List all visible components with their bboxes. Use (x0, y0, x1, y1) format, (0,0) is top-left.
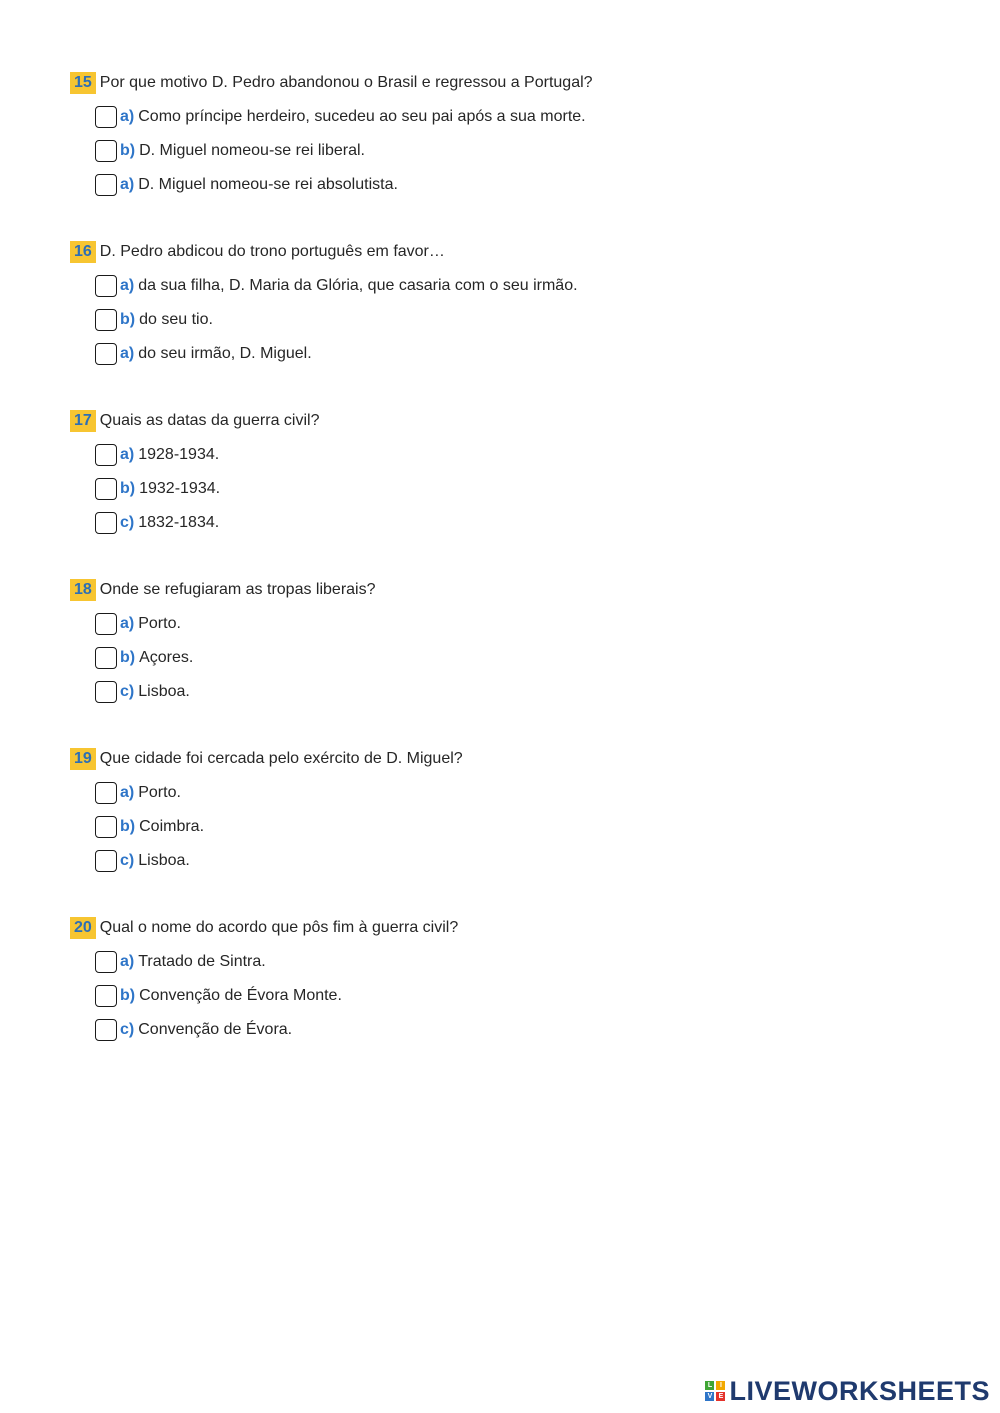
answer-checkbox[interactable] (95, 343, 117, 365)
option-text: Lisboa. (138, 852, 190, 869)
question-17 (70, 408, 930, 531)
option-b[interactable] (95, 984, 342, 1008)
answer-checkbox[interactable] (95, 140, 117, 162)
option-letter: b) (120, 987, 136, 1004)
question-16 (70, 239, 930, 362)
question-text: Qual o nome do acordo que pôs fim à guerra civil? (99, 919, 459, 936)
option-c[interactable] (95, 342, 312, 366)
answer-checkbox[interactable] (95, 613, 117, 635)
question-20 (70, 915, 930, 1038)
liveworksheets-logo (705, 1376, 990, 1406)
option-text: Porto. (138, 784, 181, 801)
option-text: do seu tio. (139, 311, 213, 328)
option-a[interactable] (95, 612, 181, 636)
question-number: 17 (70, 410, 96, 432)
answer-checkbox[interactable] (95, 309, 117, 331)
option-letter: b) (120, 649, 136, 666)
answer-checkbox[interactable] (95, 174, 117, 196)
option-letter: b) (120, 142, 136, 159)
answer-checkbox[interactable] (95, 444, 117, 466)
option-letter: b) (120, 480, 136, 497)
question-text: Por que motivo D. Pedro abandonou o Brasil e regressou a Portugal? (99, 74, 593, 91)
answer-checkbox[interactable] (95, 478, 117, 500)
question-text: D. Pedro abdicou do trono português em favor… (99, 243, 445, 260)
option-c[interactable] (95, 511, 219, 535)
answer-checkbox[interactable] (95, 275, 117, 297)
question-number: 15 (70, 72, 96, 94)
option-letter: c) (120, 1021, 135, 1038)
logo-cell: E (716, 1392, 725, 1401)
option-text: do seu irmão, D. Miguel. (138, 345, 312, 362)
option-text: Lisboa. (138, 683, 190, 700)
option-text: D. Miguel nomeou-se rei absolutista. (138, 176, 398, 193)
answer-checkbox[interactable] (95, 985, 117, 1007)
option-b[interactable] (95, 139, 365, 163)
question-text: Onde se refugiaram as tropas liberais? (99, 581, 376, 598)
logo-grid-icon (705, 1381, 725, 1401)
option-letter: b) (120, 311, 136, 328)
answer-checkbox[interactable] (95, 951, 117, 973)
question-text: Que cidade foi cercada pelo exército de D. Miguel? (99, 750, 463, 767)
option-text: Açores. (139, 649, 194, 666)
answer-checkbox[interactable] (95, 1019, 117, 1041)
option-text: Tratado de Sintra. (138, 953, 266, 970)
option-c[interactable] (95, 173, 398, 197)
option-b[interactable] (95, 815, 204, 839)
option-letter: a) (120, 953, 135, 970)
option-b[interactable] (95, 477, 220, 501)
question-15 (70, 70, 930, 193)
option-letter: a) (120, 277, 135, 294)
answer-checkbox[interactable] (95, 106, 117, 128)
option-letter: a) (120, 784, 135, 801)
option-a[interactable] (95, 443, 219, 467)
answer-checkbox[interactable] (95, 782, 117, 804)
option-c[interactable] (95, 849, 190, 873)
option-b[interactable] (95, 646, 193, 670)
question-number: 16 (70, 241, 96, 263)
answer-checkbox[interactable] (95, 850, 117, 872)
option-letter: c) (120, 683, 135, 700)
option-letter: c) (120, 852, 135, 869)
option-text: Porto. (138, 615, 181, 632)
option-text: da sua filha, D. Maria da Glória, que casaria com o seu irmão. (138, 277, 578, 294)
option-a[interactable] (95, 105, 586, 129)
option-b[interactable] (95, 308, 213, 332)
option-text: 1932-1934. (139, 480, 221, 497)
option-letter: a) (120, 345, 135, 362)
option-a[interactable] (95, 950, 266, 974)
logo-cell: I (716, 1381, 725, 1390)
answer-checkbox[interactable] (95, 681, 117, 703)
question-18 (70, 577, 930, 700)
question-number: 20 (70, 917, 96, 939)
logo-cell: V (705, 1392, 714, 1401)
option-letter: a) (120, 108, 135, 125)
option-text: Convenção de Évora Monte. (139, 987, 342, 1004)
answer-checkbox[interactable] (95, 816, 117, 838)
option-letter: b) (120, 818, 136, 835)
option-text: Coimbra. (139, 818, 205, 835)
question-19 (70, 746, 930, 869)
question-number: 18 (70, 579, 96, 601)
option-a[interactable] (95, 274, 578, 298)
option-c[interactable] (95, 680, 190, 704)
option-text: Convenção de Évora. (138, 1021, 293, 1038)
question-number: 19 (70, 748, 96, 770)
option-c[interactable] (95, 1018, 292, 1042)
option-letter: c) (120, 514, 135, 531)
option-text: 1928-1934. (138, 446, 220, 463)
option-letter: a) (120, 446, 135, 463)
option-text: D. Miguel nomeou-se rei liberal. (139, 142, 365, 159)
option-text: 1832-1834. (138, 514, 220, 531)
option-letter: a) (120, 176, 135, 193)
answer-checkbox[interactable] (95, 512, 117, 534)
logo-cell: L (705, 1381, 714, 1390)
option-letter: a) (120, 615, 135, 632)
logo-text: LIVEWORKSHEETS (729, 1375, 990, 1406)
option-text: Como príncipe herdeiro, sucedeu ao seu pai após a sua morte. (138, 108, 586, 125)
option-a[interactable] (95, 781, 181, 805)
question-text: Quais as datas da guerra civil? (99, 412, 320, 429)
answer-checkbox[interactable] (95, 647, 117, 669)
